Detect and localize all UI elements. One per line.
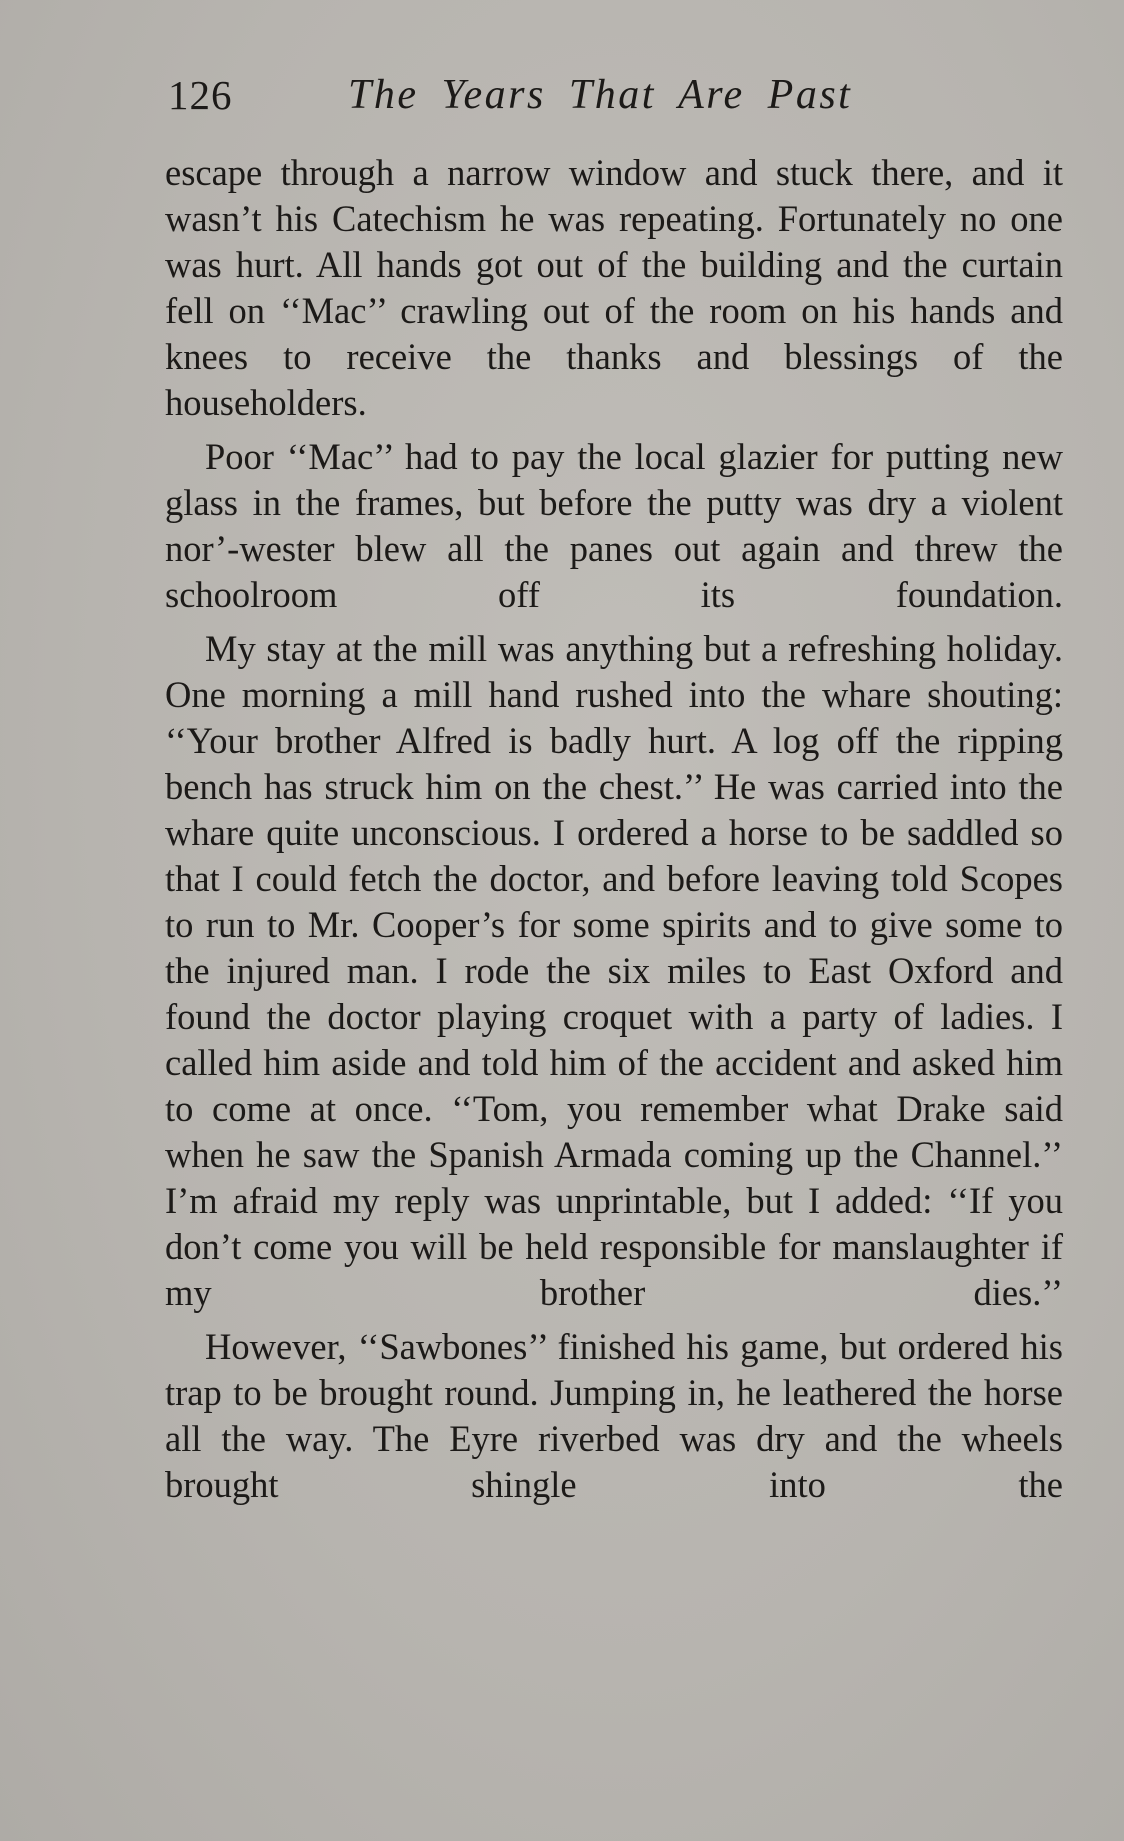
running-title: The Years That Are Past xyxy=(348,72,853,118)
body-text xyxy=(165,150,1063,1516)
paragraph-2: Poor ‘‘Mac’’ had to pay the local glazier for putting new glass in the frames, but before the putty was dry a violent nor’-wester blew all the panes out again and threw the schoolroom off its foundation. xyxy=(165,436,1063,615)
paragraph-4: However, ‘‘Sawbones’’ finished his game, but ordered his trap to be brought round. Jumping in, he leathered the horse all the way. The Eyre riverbed was dry and the wheels brought shingle into the xyxy=(165,1326,1063,1505)
paragraph-3: My stay at the mill was anything but a refreshing holiday. One morning a mill hand rushed into the whare shouting: ‘‘Your brother Alfred is badly hurt. A log off the ripping bench has struck him on the chest.’’ He was carried into the whare quite unconscious. I ordered a horse to be saddled so that I could fetch the doctor, and before leaving told Scopes to run to Mr. Cooper’s for some spirits and to give some to the injured man. I rode the six miles to East Oxford and found the doctor playing croquet with a party of ladies. I called him aside and told him of the accident and asked him to come at once. ‘‘Tom, you remember what Drake said when he saw the Spanish Armada coming up the Channel.’’ I’m afraid my reply was unprintable, but I added: ‘‘If you don’t come you will be held responsible for manslaughter if my brother dies.’’ xyxy=(165,628,1063,1313)
page-number: 126 xyxy=(168,72,233,118)
paragraph-1: escape through a narrow window and stuck there, and it wasn’t his Catechism he was repeating. Fortunately no one was hurt. All hands got out of the building and the curtain fell on ‘‘Mac’’ crawling out of the room on his hands and knees to receive the thanks and blessings of the householders. xyxy=(165,152,1063,423)
running-head xyxy=(168,70,884,120)
